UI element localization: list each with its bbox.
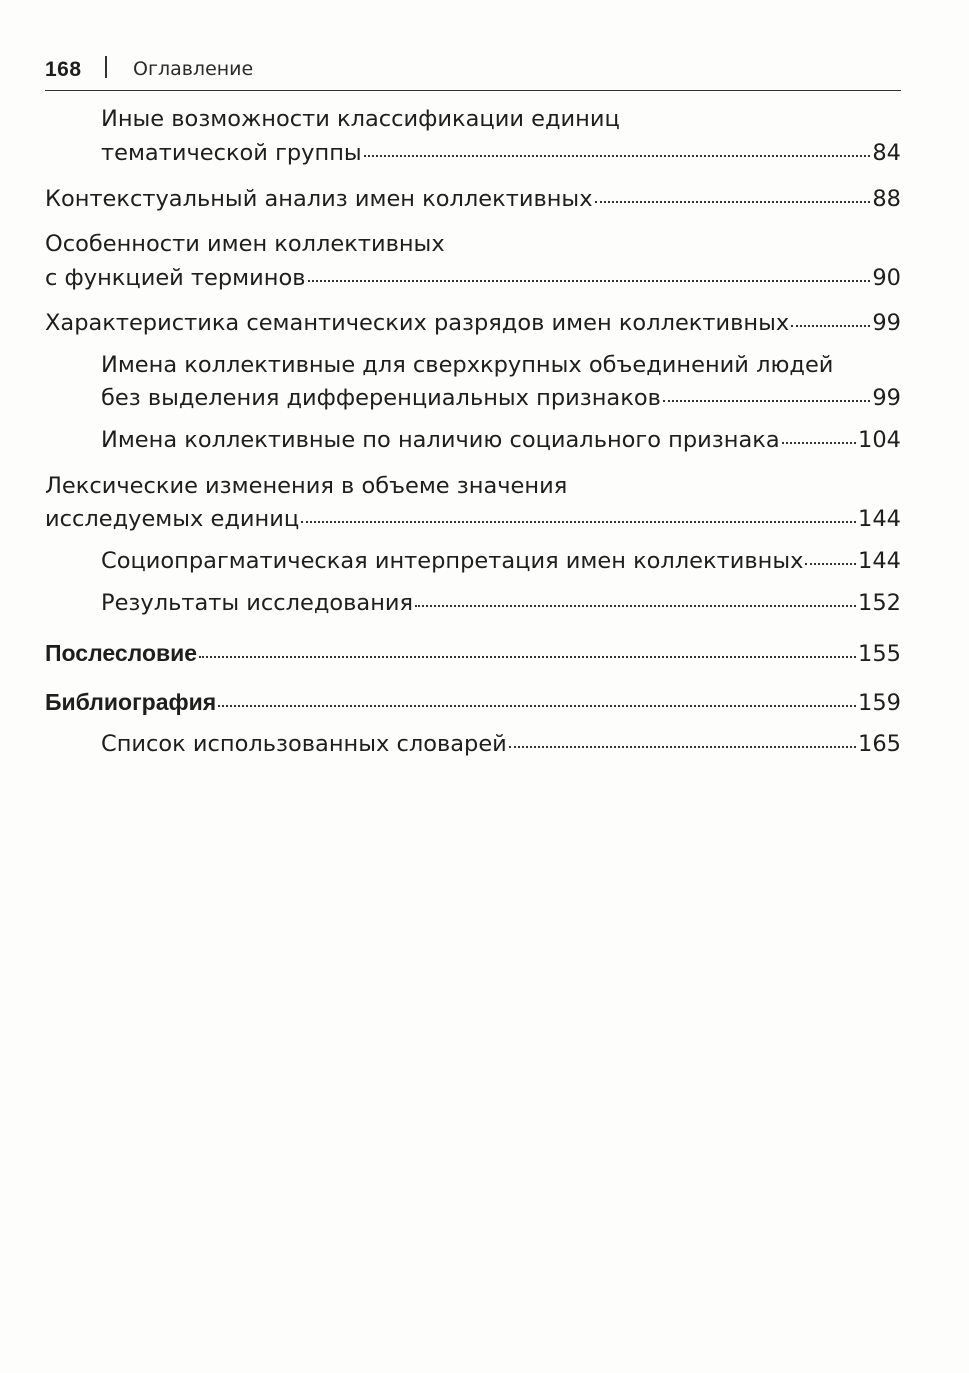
toc-entry-line bbox=[101, 731, 901, 765]
leader-dots bbox=[805, 562, 856, 565]
toc-entry-title-line1: Иные возможности классификации единиц bbox=[101, 106, 620, 132]
toc-entry-page: 88 bbox=[872, 186, 901, 212]
toc-entry-title-line2: исследуемых единиц bbox=[45, 506, 300, 532]
leader-dots bbox=[595, 200, 871, 203]
leader-dots bbox=[663, 399, 871, 402]
toc-entry-page: 99 bbox=[872, 310, 901, 336]
toc-entry-line bbox=[101, 385, 901, 419]
toc-entry-line bbox=[45, 689, 901, 723]
toc-entry-title-line2: тематической группы bbox=[101, 140, 362, 166]
header-separator bbox=[105, 56, 107, 78]
toc-entry-line bbox=[101, 548, 901, 582]
leader-dots bbox=[782, 441, 856, 444]
leader-dots bbox=[509, 745, 856, 748]
toc-entry-title-line2: без выделения дифференциальных признаков bbox=[101, 385, 661, 411]
toc-entry-title: Контекстуальный анализ имен коллективных bbox=[45, 186, 593, 212]
toc-entry-line bbox=[101, 140, 901, 174]
toc-entry-line bbox=[45, 186, 901, 220]
page-header bbox=[45, 52, 901, 91]
toc-entry-line bbox=[45, 506, 901, 540]
toc-entry-page: 84 bbox=[872, 140, 901, 166]
toc-entry-page: 152 bbox=[858, 590, 901, 616]
leader-dots bbox=[218, 704, 856, 707]
toc-entry-page: 155 bbox=[858, 641, 901, 667]
leader-dots bbox=[308, 279, 871, 282]
toc-entry-title: Список использованных словарей bbox=[101, 731, 507, 757]
toc-entry-title-line1: Особенности имен коллективных bbox=[45, 231, 445, 257]
toc-entry-page: 165 bbox=[858, 731, 901, 757]
page-number: 168 bbox=[45, 58, 82, 81]
leader-dots bbox=[364, 154, 871, 157]
toc-entry-line bbox=[101, 427, 901, 461]
toc-entry-title: Характеристика семантических разрядов имен коллективных bbox=[45, 310, 790, 336]
toc-entry-title-line1: Лексические изменения в объеме значения bbox=[45, 473, 568, 499]
leader-dots bbox=[301, 520, 856, 523]
toc-entry-page: 104 bbox=[858, 427, 901, 453]
toc-entry-page: 144 bbox=[858, 506, 901, 532]
leader-dots bbox=[199, 655, 856, 658]
toc-entry-title: Библиография bbox=[45, 689, 217, 715]
toc-entry-title: Социопрагматическая интерпретация имен коллективных bbox=[101, 548, 804, 574]
toc-entry-page: 159 bbox=[858, 690, 901, 716]
toc-entry-page: 144 bbox=[858, 548, 901, 574]
toc-entry-page: 99 bbox=[872, 385, 901, 411]
toc-entry-title-line2: с функцией терминов bbox=[45, 265, 306, 291]
running-title: Оглавление bbox=[133, 58, 254, 80]
toc-entry-line bbox=[45, 310, 901, 344]
toc-entry-title: Имена коллективные по наличию социального признака bbox=[101, 427, 780, 453]
toc-entry-line bbox=[45, 265, 901, 299]
leader-dots bbox=[791, 324, 870, 327]
toc-entry-title: Результаты исследования bbox=[101, 590, 414, 616]
toc-entry-title: Послесловие bbox=[45, 640, 198, 666]
toc-entry-page: 90 bbox=[872, 265, 901, 291]
toc-entry-line bbox=[101, 590, 901, 624]
toc-entry-line bbox=[45, 640, 901, 674]
toc-entry-title-line1: Имена коллективные для сверхкрупных объединений людей bbox=[101, 352, 834, 378]
leader-dots bbox=[415, 604, 856, 607]
